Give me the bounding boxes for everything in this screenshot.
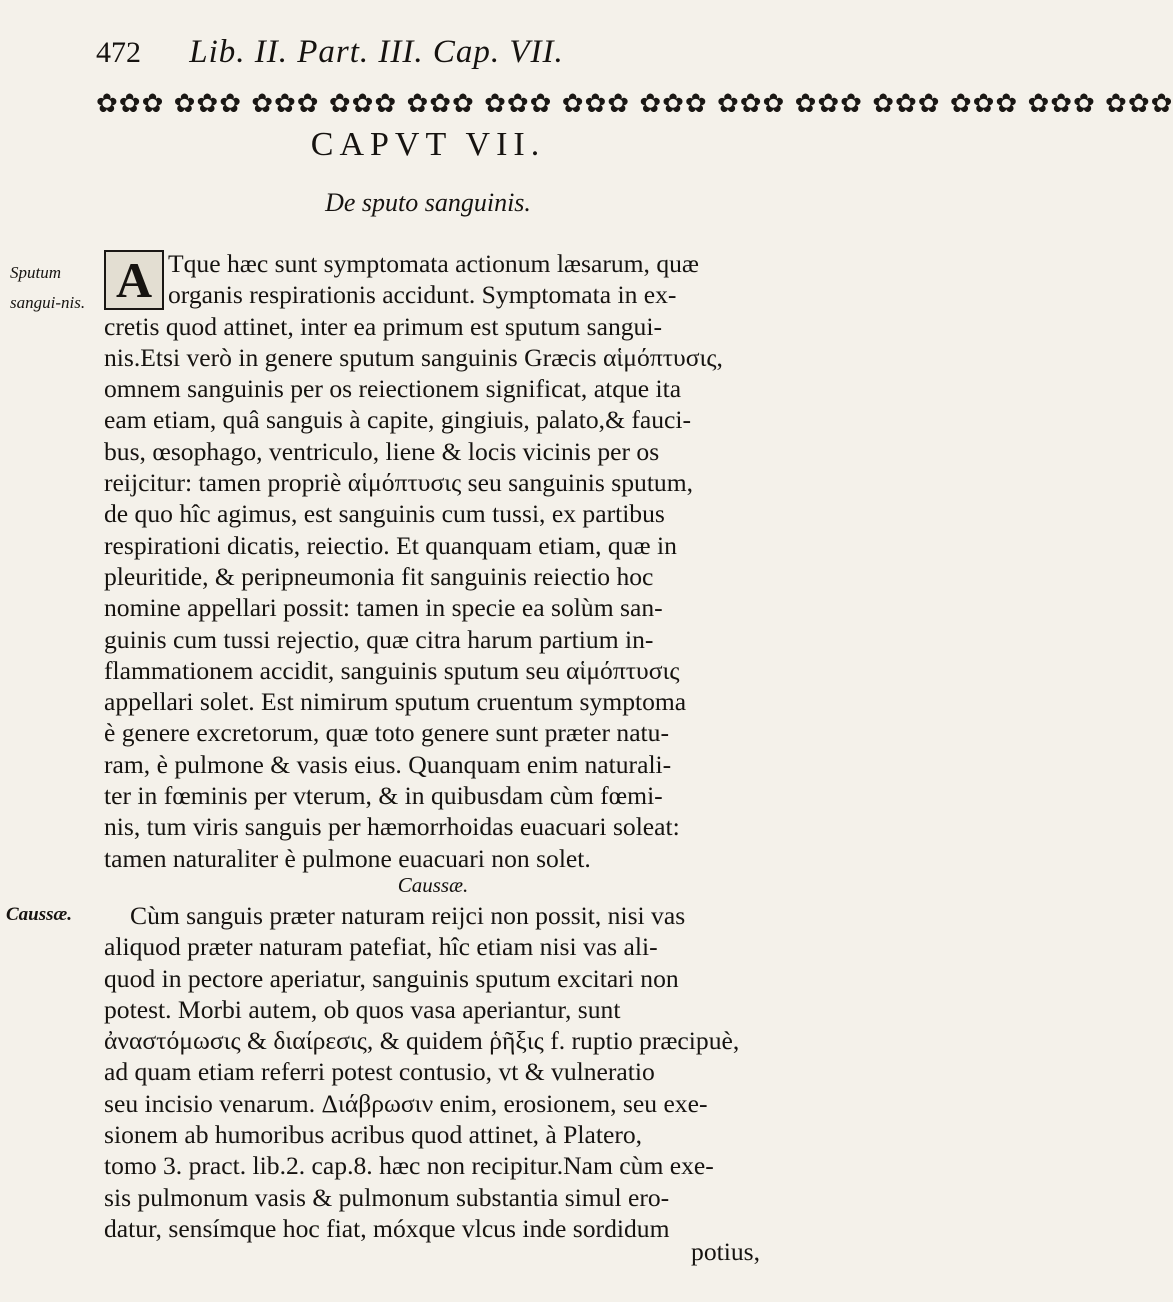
ornament-border: ✿✿✿ ✿✿✿ ✿✿✿ ✿✿✿ ✿✿✿ ✿✿✿ ✿✿✿ ✿✿✿ ✿✿✿ ✿✿✿ ✿✿✿ ✿✿✿ ✿✿✿ ✿✿✿ bbox=[96, 89, 1173, 119]
text-line: è genere excretorum, quæ toto genere sunt præter natu- bbox=[104, 718, 669, 748]
text-line: nis.Etsi verò in genere sputum sanguinis Græcis αἱμόπτυσις, bbox=[104, 342, 723, 372]
text-line: potest. Morbi autem, ob quos vasa aperiantur, sunt bbox=[104, 994, 621, 1024]
drop-cap: A bbox=[104, 250, 164, 310]
text-line: seu incisio venarum. Διάβρωσιν enim, erosionem, seu exe- bbox=[104, 1088, 708, 1118]
text-line: nis, tum viris sanguis per hæmorrhoidas euacuari soleat: bbox=[104, 812, 680, 842]
text-line: guinis cum tussi rejectio, quæ citra harum partium in- bbox=[104, 624, 654, 654]
text-line: ἀναστόμωσις & διαίρεσις, & quidem ῥῆξις f. ruptio præcipuè, bbox=[104, 1026, 740, 1056]
text-line: appellari solet. Est nimirum sputum cruentum symptoma bbox=[104, 687, 687, 717]
section-body-2 bbox=[104, 900, 762, 1244]
text-line: omnem sanguinis per os reiectionem significat, atque ita bbox=[104, 374, 682, 404]
page-header bbox=[96, 30, 696, 74]
text-line: datur, sensímque hoc fiat, móxque vlcus inde sordidum bbox=[104, 1213, 670, 1243]
text-line: tomo 3. pract. lib.2. cap.8. hæc non recipitur.Nam cùm exe- bbox=[104, 1151, 714, 1181]
text-line: respirationi dicatis, reiectio. Et quanquam etiam, quæ in bbox=[104, 530, 677, 560]
text-line: quod in pectore aperiatur, sanguinis sputum excitari non bbox=[104, 963, 679, 993]
text-line: aliquod præter naturam patefiat, hîc etiam nisi vas ali- bbox=[104, 932, 658, 962]
page-number: 472 bbox=[96, 36, 141, 69]
section-heading-caussae: Caussæ. bbox=[397, 873, 469, 897]
margin-note-caussae: Caussæ. bbox=[6, 904, 72, 925]
text-line: cretis quod attinet, inter ea primum est sputum sangui- bbox=[104, 311, 662, 341]
text-line: ad quam etiam referri potest contusio, vt & vulneratio bbox=[104, 1057, 655, 1087]
text-line: bus, œsophago, ventriculo, liene & locis vicinis per os bbox=[104, 436, 660, 466]
margin-note-sputum: Sputum sangui-nis. bbox=[10, 263, 86, 312]
text-line: organis respirationis accidunt. Symptomata in ex- bbox=[168, 280, 677, 310]
text-line: nomine appellari possit: tamen in specie ea solùm san- bbox=[104, 593, 663, 623]
text-line: tamen naturaliter è pulmone euacuari non solet. bbox=[104, 843, 591, 873]
text-line: sionem ab humoribus acribus quod attinet, à Platero, bbox=[104, 1120, 643, 1150]
catchword: potius, bbox=[691, 1237, 760, 1266]
text-line: Tque hæc sunt symptomata actionum læsarum, quæ bbox=[168, 249, 700, 278]
chapter-subtitle: De sputo sanguinis. bbox=[325, 188, 531, 217]
text-line: sis pulmonum vasis & pulmonum substantia simul ero- bbox=[104, 1182, 670, 1212]
chapter-title: CAPVT VII. bbox=[310, 126, 546, 163]
text-line: pleuritide, & peripneumonia fit sanguinis reiectio hoc bbox=[104, 561, 654, 591]
text-line: ter in fœminis per vterum, & in quibusdam cùm fœmi- bbox=[104, 781, 663, 811]
running-title: Lib. II. Part. III. Cap. VII. bbox=[189, 34, 564, 70]
text-line: eam etiam, quâ sanguis à capite, gingiuis, palato,& fauci- bbox=[104, 405, 692, 435]
text-line: reijcitur: tamen propriè αἱμόπτυσις seu sanguinis sputum, bbox=[104, 468, 694, 498]
section-body-1 bbox=[104, 248, 762, 874]
text-line: ram, è pulmone & vasis eius. Quanquam enim naturali- bbox=[104, 749, 672, 779]
text-line: de quo hîc agimus, est sanguinis cum tussi, ex partibus bbox=[104, 499, 665, 529]
text-line: flammationem accidit, sanguinis sputum seu αἱμόπτυσις bbox=[104, 655, 680, 685]
text-line: Cùm sanguis præter naturam reijci non possit, nisi vas bbox=[130, 901, 686, 930]
